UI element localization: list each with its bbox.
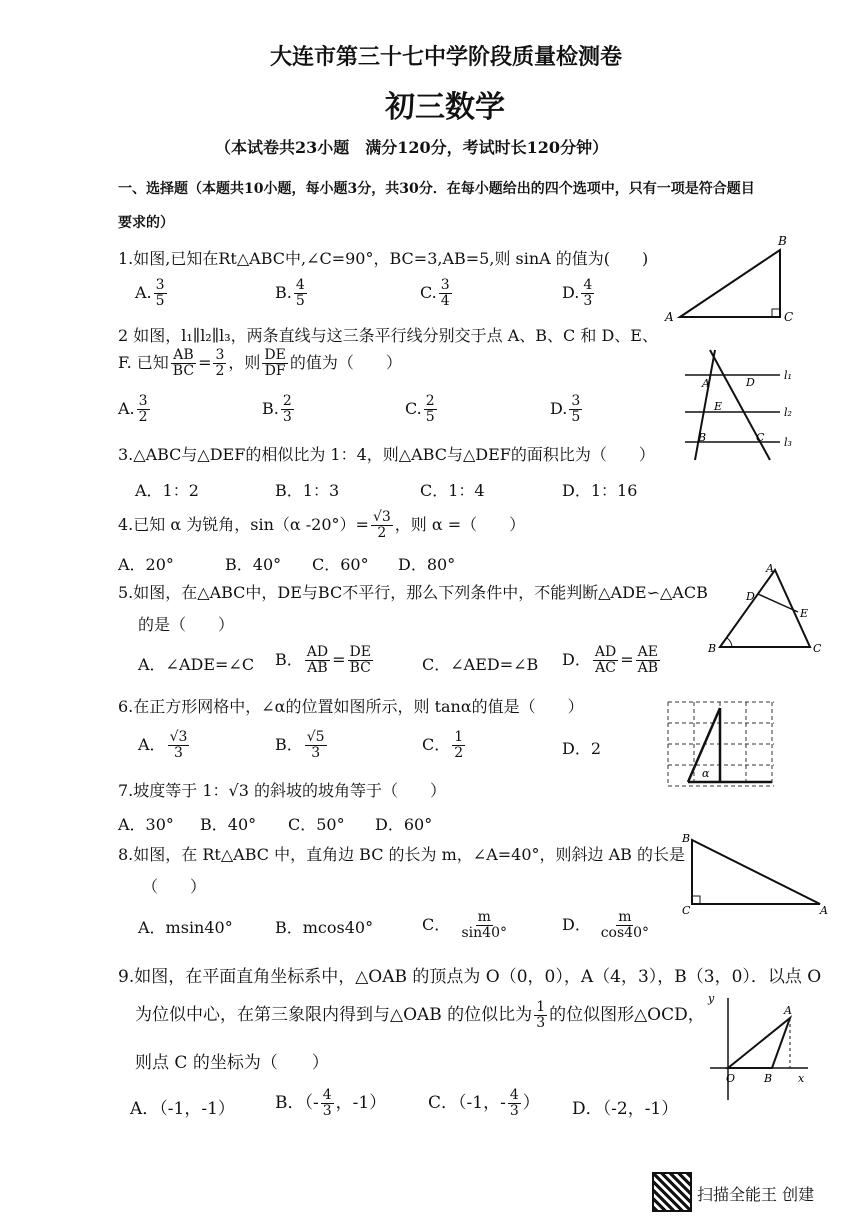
svg-text:E: E (714, 400, 723, 413)
question-5-option-b: B． $\frac{AD}{AB}$ = $\frac{DE}{BC}$ (275, 644, 371, 676)
exam-info: （本试卷共23小题 满分120分，考试时长120分钟） (215, 138, 609, 157)
question-3-stem: 3.△ABC与△DEF的相似比为 1：4，则△ABC与△DEF的面积比为（ ） (118, 445, 655, 464)
section-heading: 一、选择题（本题共10小题，每小题3分，共30分．在每小题给出的四个选项中，只有一项是符合题目 (118, 181, 755, 197)
svg-text:l₁: l₁ (784, 369, 792, 382)
question-2-figure (680, 345, 800, 465)
fig1-label-a: A (665, 310, 674, 324)
question-1-option-d: D. $\frac{4}{3}$ (562, 277, 593, 309)
question-2-option-b: B. $\frac{2}{3}$ (262, 393, 292, 425)
question-2-option-d: D. $\frac{3}{5}$ (550, 393, 581, 425)
svg-text:C: C (682, 904, 691, 917)
question-4-option-b: B．40° (225, 555, 282, 574)
svg-text:D: D (746, 376, 755, 389)
svg-text:l₂: l₂ (784, 406, 792, 419)
question-7-option-b: B．40° (200, 815, 257, 834)
question-7-option-a: A．30° (118, 815, 174, 834)
question-4-option-a: A．20° (118, 555, 174, 574)
question-5-stem-cont: 的是（ ） (138, 615, 235, 634)
question-3-option-a: A．1：2 (135, 481, 199, 500)
svg-text:x: x (798, 1072, 805, 1085)
section-heading-cont: 要求的） (118, 215, 174, 231)
question-1-option-a: A. $\frac{3}{5}$ (135, 277, 165, 309)
question-3-option-d: D．1：16 (562, 481, 638, 500)
svg-text:α: α (702, 767, 710, 780)
question-7-option-d: D．60° (375, 815, 433, 834)
watermark-text: 扫描全能王 创建 (697, 1185, 815, 1204)
question-9-option-b: B．（- $\frac{4}{3}$ ，-1） (275, 1087, 387, 1119)
question-6-option-b: B． $\frac{√5}{3}$ (275, 729, 325, 761)
question-8-option-b: B．mcos40° (275, 918, 374, 937)
svg-text:C: C (756, 431, 765, 444)
question-9-option-a: A．（-1，-1） (130, 1099, 235, 1119)
svg-text:O: O (726, 1072, 736, 1085)
school-title: 大连市第三十七中学阶段质量检测卷 (270, 44, 623, 70)
question-9-option-d: D．（-2，-1） (572, 1099, 679, 1119)
svg-text:B: B (682, 832, 691, 845)
question-1-option-b: B. $\frac{4}{5}$ (275, 277, 305, 309)
svg-text:E: E (800, 607, 809, 620)
question-9-stem-cont2: 则点 C 的坐标为（ ） (135, 1053, 329, 1073)
question-6-option-d: D．2 (562, 739, 602, 758)
question-2-option-c: C. $\frac{2}{5}$ (405, 393, 435, 425)
svg-text:A: A (766, 562, 774, 575)
question-5-option-a: A．∠ADE=∠C (138, 655, 255, 674)
fig1-label-c: C (784, 310, 794, 324)
question-5-stem: 5.如图，在△ABC中，DE与BC不平行，那么下列条件中，不能判断△ADE∽△ACB (118, 583, 708, 602)
svg-text:A: A (820, 904, 828, 917)
svg-text:B: B (764, 1072, 773, 1085)
question-5-figure (700, 562, 830, 657)
question-5-option-d: D． $\frac{AD}{AC}$ = $\frac{AE}{AB}$ (562, 644, 658, 676)
question-1-figure (660, 235, 800, 325)
question-1-option-c: C. $\frac{3}{4}$ (420, 277, 450, 309)
fig1-label-b: B (778, 234, 787, 248)
question-5-option-c: C．∠AED=∠B (422, 655, 539, 674)
question-9-figure (700, 990, 820, 1105)
question-6-figure (666, 700, 778, 788)
question-8-option-d: D． $\frac{m}{\cos 40^\circ}$ (562, 909, 649, 941)
question-8-stem: 8.如图，在 Rt△ABC 中，直角边 BC 的长为 m，∠A=40°，则斜边 AB 的长是 (118, 845, 686, 864)
question-9-stem-cont: 为位似中心，在第三象限内得到与△OAB 的位似比为 $\frac{1}{3}$ 的位似图形△OCD， (135, 999, 705, 1031)
question-1-stem: 1.如图,已知在Rt△ABC中,∠C=90°，BC=3,AB=5,则 sinA 的值为( ) (118, 249, 649, 268)
question-4-stem: 4.已知 α 为锐角，sin（α -20°）= $\frac{√3}{2}$ ，则 α =（ ） (118, 509, 526, 541)
question-8-stem-cont: （ ） (142, 877, 207, 896)
question-8-option-c: C． $\frac{m}{\sin 40^\circ}$ (422, 909, 507, 941)
question-4-option-c: C．60° (312, 555, 369, 574)
svg-text:B: B (698, 431, 707, 444)
question-4-option-d: D．80° (398, 555, 456, 574)
svg-text:C: C (813, 642, 822, 655)
question-6-option-a: A． $\frac{√3}{3}$ (138, 729, 188, 761)
question-9-option-c: C．（-1，- $\frac{4}{3}$ ） (428, 1087, 540, 1119)
question-3-option-c: C．1：4 (420, 481, 485, 500)
question-7-option-c: C．50° (288, 815, 345, 834)
question-3-option-b: B．1：3 (275, 481, 340, 500)
subject-title: 初三数学 (385, 90, 505, 125)
svg-text:B: B (708, 642, 717, 655)
question-2-stem: 2 如图，l₁∥l₂∥l₃，两条直线与这三条平行线分别交于点 A、B、C 和 D、E、 (118, 326, 658, 345)
qr-code-icon (652, 1172, 692, 1212)
svg-text:l₃: l₃ (784, 436, 792, 449)
question-8-figure (680, 832, 830, 917)
question-2-stem-cont: F. 已知 $\frac{AB}{BC}$ = $\frac{3}{2}$ ，则 $\frac{DE}{DF}$ 的值为（ ） (118, 347, 402, 379)
svg-text:y: y (708, 992, 715, 1005)
svg-text:D: D (746, 590, 755, 603)
svg-text:A: A (784, 1004, 792, 1017)
question-8-option-a: A．msin40° (138, 918, 233, 937)
question-7-stem: 7.坡度等于 1：√3 的斜坡的坡角等于（ ） (118, 781, 446, 800)
question-6-option-c: C． $\frac{1}{2}$ (422, 729, 464, 761)
svg-text:A: A (702, 377, 710, 390)
question-6-stem: 6.在正方形网格中，∠α的位置如图所示，则 tanα的值是（ ） (118, 697, 584, 716)
question-9-stem: 9.如图，在平面直角坐标系中，△OAB 的顶点为 O（0，0），A（4，3），B（3，0）．以点 O (118, 967, 822, 987)
question-2-option-a: A. $\frac{3}{2}$ (118, 393, 148, 425)
